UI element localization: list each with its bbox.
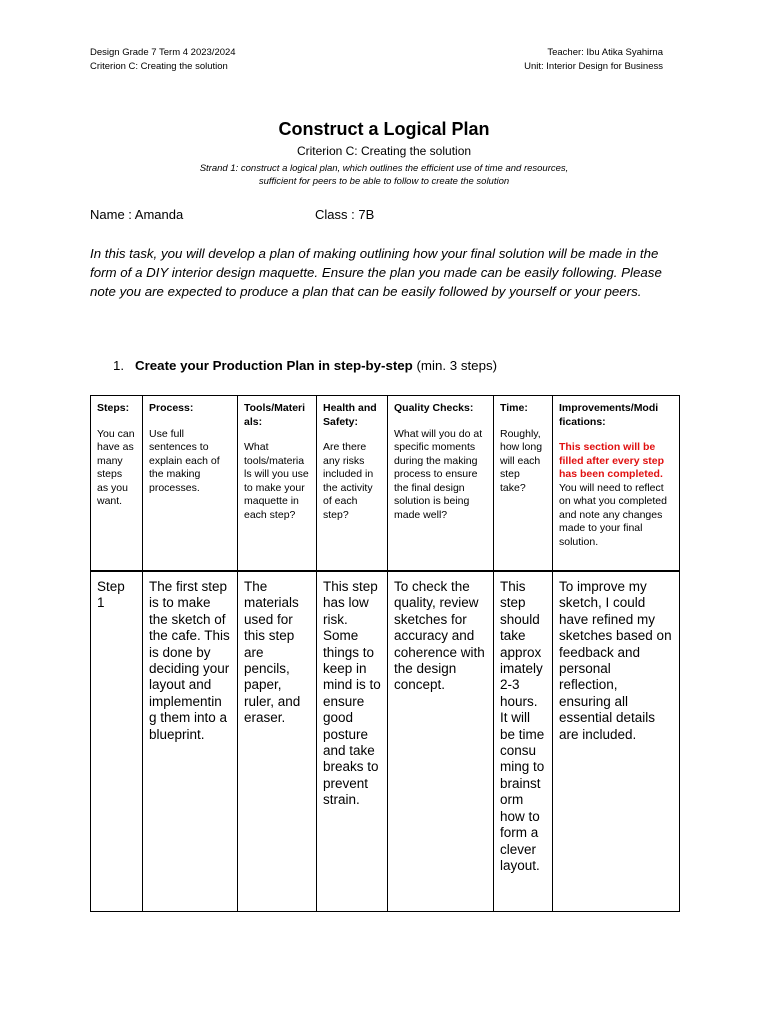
- cell-health[interactable]: This step has low risk. Some things to keep in mind is to ensure good posture and take breaks to prevent strain.: [317, 571, 388, 912]
- table-row: [91, 571, 680, 912]
- criterion-label: Criterion C: Creating the solution: [90, 61, 228, 72]
- production-plan-table: [90, 395, 680, 912]
- header-left: [90, 46, 236, 74]
- task-number: 1.: [113, 358, 125, 373]
- cell-quality[interactable]: To check the quality, review sketches for accuracy and coherence with the design concept.: [388, 571, 494, 912]
- header-right: [524, 46, 663, 74]
- header-time: Time: Roughly, how long will each step take?: [494, 396, 553, 572]
- task-title: Create your Production Plan in step-by-step: [135, 358, 413, 373]
- unit-name: Unit: Interior Design for Business: [524, 61, 663, 72]
- page-title: Construct a Logical Plan: [278, 119, 490, 139]
- header-health-safety: Health and Safety: Are there any risks included in the activity of each step?: [317, 396, 388, 572]
- cell-time[interactable]: This step should take approx imately 2-3 hours. It will be time consu ming to brainst orm how to form a clever layout.: [494, 571, 553, 912]
- student-class: Class : 7B: [315, 207, 375, 222]
- teacher-name: Teacher: Ibu Atika Syahirna: [547, 47, 663, 58]
- cell-improvements[interactable]: To improve my sketch, I could have refined my sketches based on feedback and personal reflection, ensuring all essential details are included.: [553, 571, 680, 912]
- header-quality-checks: Quality Checks: What will you do at specific moments during the making process to ensure the final design solution is being made well?: [388, 396, 494, 572]
- strand-line-1: Strand 1: construct a logical plan, which outlines the efficient use of time and resources,: [199, 163, 569, 174]
- intro-paragraph: In this task, you will develop a plan of making outlining how your final solution will be made in the form of a DIY interior design maquette. Ensure the plan you made can be easily following. Please note you are expected to produce a plan that can be easily followed by yourself or your peers.: [90, 246, 662, 299]
- cell-tools[interactable]: The materials used for this step are pencils, paper, ruler, and eraser.: [238, 571, 317, 912]
- table-header-row: [91, 396, 680, 572]
- task-heading: [113, 358, 497, 373]
- header-process: Process: Use full sentences to explain each of the making processes.: [143, 396, 238, 572]
- page-subtitle: Criterion C: Creating the solution: [296, 144, 472, 158]
- strand-description: [0, 162, 768, 188]
- header-tools: Tools/Materi als: What tools/materia ls will you use to make your maquette in each step?: [238, 396, 317, 572]
- cell-process[interactable]: The first step is to make the sketch of the cafe. This is done by deciding your layout and implementin g them into a blueprint.: [143, 571, 238, 912]
- course-term: Design Grade 7 Term 4 2023/2024: [90, 47, 236, 58]
- strand-line-2: sufficient for peers to be able to follow to create the solution: [258, 176, 510, 187]
- student-name: Name : Amanda: [90, 207, 184, 222]
- header-improvements: Improvements/Modi fications: This section will be filled after every step has been completed. You will need to reflect on what you completed and note any changes made to your final solution.: [553, 396, 680, 572]
- cell-step[interactable]: Step 1: [91, 571, 143, 912]
- header-steps: Steps: You can have as many steps as you want.: [91, 396, 143, 572]
- task-note: (min. 3 steps): [412, 358, 498, 373]
